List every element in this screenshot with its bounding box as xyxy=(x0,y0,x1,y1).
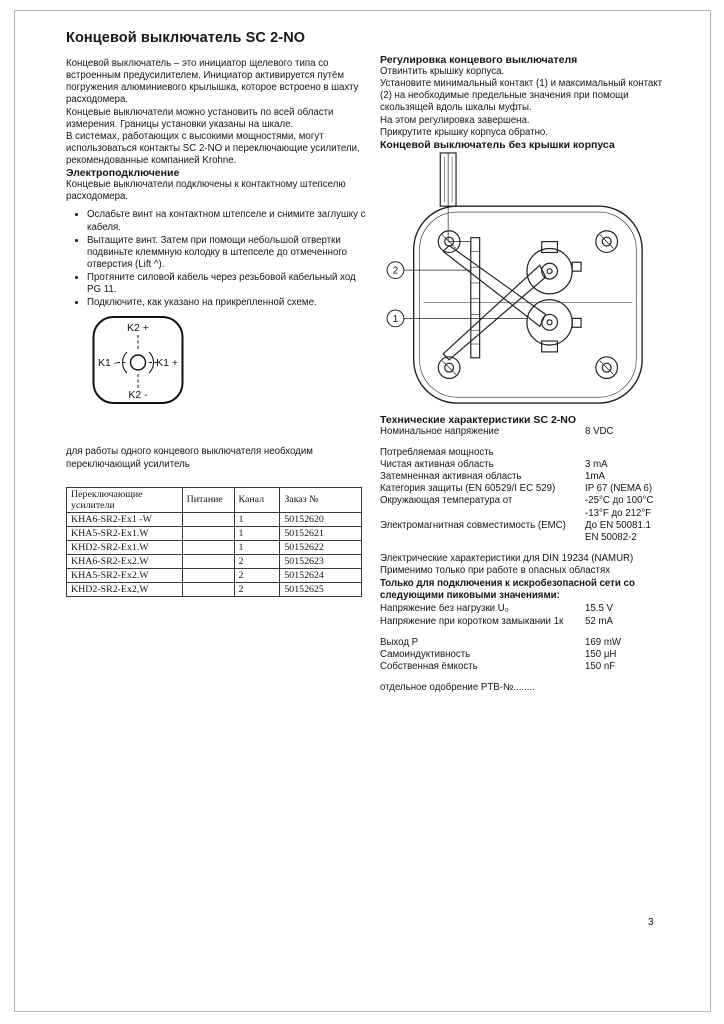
cell-power xyxy=(182,555,234,569)
spec-label: Электромагнитная совместимость (EMC) xyxy=(380,519,566,531)
spec-row xyxy=(380,508,667,520)
corner-bolts xyxy=(438,231,617,379)
adjust-step-4: Прикрутите крышку корпуса обратно. xyxy=(380,126,549,138)
table-row xyxy=(67,527,362,541)
cell-order: 50152623 xyxy=(280,555,362,569)
heading-switch-without-cover: Концевой выключатель без крышки корпуса xyxy=(380,138,615,151)
spec-label: Собственная ёмкость xyxy=(380,660,478,672)
spec-row xyxy=(380,495,667,507)
cell-model: KHD2-SR2-Ex2,W xyxy=(67,583,183,597)
spec-block-nominal xyxy=(380,426,667,438)
spec-label: Категория защиты (EN 60529/I ЕС 529) xyxy=(380,483,556,495)
limit-switch-technical-drawing xyxy=(384,151,660,409)
adjust-step-2: Установите минимальный контакт (1) и максимальный контакт (2) на необходимые предельные значения при помощи скользящей вдоль шкалы муфты. xyxy=(380,78,663,114)
col-header-channel: Канал xyxy=(234,487,280,513)
spec-value: IP 67 (NEMA 6) xyxy=(585,483,653,495)
page-title: Концевой выключатель SC 2-NO xyxy=(66,30,306,46)
cell-power xyxy=(182,583,234,597)
table-row xyxy=(67,569,362,583)
spec-row xyxy=(380,426,667,438)
spec-label: Затемненная активная область xyxy=(380,471,522,483)
adjust-step-1: Отвинтить крышку корпуса. xyxy=(380,66,505,77)
cell-channel: 1 xyxy=(234,513,280,527)
note-hazardous-areas: Применимо только при работе в опасных областях xyxy=(380,565,611,576)
spec-row xyxy=(380,447,667,459)
cell-power xyxy=(182,527,234,541)
table-row xyxy=(67,555,362,569)
connector-pinout-figure xyxy=(90,313,366,412)
spec-block-power-protection xyxy=(380,447,667,544)
spec-value: 150 μH xyxy=(585,648,617,660)
spec-label: Чистая активная область xyxy=(380,459,494,470)
heading-electrical-connection: Электроподключение xyxy=(66,167,180,180)
amplifier-note: для работы одного концевого выключателя необходим переключающий усилитель xyxy=(66,446,313,470)
adjustment-instructions xyxy=(380,66,667,139)
spec-row xyxy=(380,520,667,532)
ptb-approval-note: отдельное одобрение PTB-№........ xyxy=(380,682,535,693)
intro-paragraph-2: Концевые выключатели можно установить по всей области измерения. Границы установки указаны на шкале. xyxy=(66,106,334,130)
spec-value: 8 VDC xyxy=(585,425,614,437)
note-din-namur: Электрические характеристики для DIN 19234 (NAMUR) xyxy=(380,552,634,564)
heading-technical-specs: Технические характеристики SC 2-NO xyxy=(380,413,577,426)
spec-label: Потребляемая мощность xyxy=(380,446,494,458)
table-row xyxy=(67,513,362,527)
cell-model: KHA5-SR2-Ex2.W xyxy=(67,569,183,583)
connection-step-item: • Вытащите винт. Затем при помощи небольшой отвертки подвиньте клеммную колодку в штепселе до отмеченного отверстия (Lift ^). xyxy=(87,235,366,271)
cell-model: KHA5-SR2-Ex1.W xyxy=(67,527,183,541)
spec-row xyxy=(380,471,667,483)
cell-order: 50152621 xyxy=(280,527,362,541)
table-row xyxy=(67,583,362,597)
spec-label: Выход P xyxy=(380,636,419,648)
spec-row xyxy=(380,459,667,471)
electrical-connection-intro: Концевые выключатели подключены к контактному штепселю расходомера. xyxy=(66,179,346,203)
note-intrinsically-safe: Только для подключения к искробезопасной сети со следующими пиковыми значениями: xyxy=(380,578,635,602)
cell-order: 50152622 xyxy=(280,541,362,555)
spec-row xyxy=(380,649,667,661)
spec-row xyxy=(380,483,667,495)
connection-steps-list xyxy=(66,209,366,309)
col-header-order: Заказ № xyxy=(280,487,362,513)
cell-order: 50152625 xyxy=(280,583,362,597)
spec-value: 169 mW xyxy=(585,636,622,648)
cell-model: KHA6-SR2-Ex2.W xyxy=(67,555,183,569)
spec-value: До EN 50081.1 xyxy=(585,519,651,531)
cell-power xyxy=(182,569,234,583)
cell-channel: 1 xyxy=(234,527,280,541)
cell-model: KHA6-SR2-Ex1 -W xyxy=(67,513,183,527)
spec-value: 1mA xyxy=(585,471,605,483)
spec-value: 150 nF xyxy=(585,660,616,672)
intro-paragraph-3: В системах, работающих с высокими мощностями, могут использоваться контакты SC 2-NO и переключающие усилители, рекомендованные компанией Krohne. xyxy=(66,130,360,166)
shaft-stem xyxy=(440,153,456,206)
cell-power xyxy=(182,513,234,527)
spec-label: Самоиндуктивность xyxy=(380,648,471,660)
connector-pinout-diagram xyxy=(90,313,186,407)
cell-channel: 2 xyxy=(234,555,280,569)
page-number: 3 xyxy=(648,917,654,928)
col-header-amplifiers: Переключающие усилители xyxy=(67,487,183,513)
cell-channel: 2 xyxy=(234,569,280,583)
spec-label xyxy=(380,532,585,544)
spec-value: 15.5 V xyxy=(585,603,614,615)
spec-label: Напряжение при коротком замыкании 1к xyxy=(380,615,564,627)
cell-model: KHD2-SR2-Ex1.W xyxy=(67,541,183,555)
callout-2-label: 2 xyxy=(392,265,399,277)
spec-value: -13°F до 212°F xyxy=(585,507,652,519)
spec-value: -25°C до 100°C xyxy=(585,495,654,507)
cell-channel: 1 xyxy=(234,541,280,555)
limit-switch-figure xyxy=(384,151,667,414)
spec-value: 3 mA xyxy=(585,459,608,470)
connector-label-k1-plus: K1 + xyxy=(156,357,178,370)
spec-label: Напряжение без нагрузки U₀ xyxy=(380,603,509,615)
spec-row xyxy=(380,661,667,673)
adjust-step-3: На этом регулировка завершена. xyxy=(380,114,530,126)
cell-channel: 2 xyxy=(234,583,280,597)
callout-1-label: 1 xyxy=(392,313,399,325)
cell-order: 50152620 xyxy=(280,513,362,527)
table-row xyxy=(67,541,362,555)
cell-order: 50152624 xyxy=(280,569,362,583)
left-column xyxy=(66,30,366,597)
connection-step-item: • Подключите, как указано на прикрепленной схеме. xyxy=(87,297,366,309)
spec-row xyxy=(380,637,667,649)
spec-value: EN 50082-2 xyxy=(585,531,637,543)
connector-label-k2-minus: K2 - xyxy=(128,389,148,402)
spec-notes xyxy=(380,553,667,603)
connector-label-k2-plus: K2 + xyxy=(127,322,149,335)
spec-block-voltage xyxy=(380,603,667,627)
spec-row xyxy=(380,532,667,544)
connection-step-item: • Ослабьте винт на контактном штепселе и снимите заглушку с кабеля. xyxy=(87,209,366,233)
col-header-power: Питание xyxy=(182,487,234,513)
amplifier-order-table xyxy=(66,487,362,598)
spec-row xyxy=(380,603,667,615)
spec-value xyxy=(585,447,667,459)
intro-paragraph-1: Концевой выключатель – это инициатор щелевого типа со встроенным предусилителем. Инициатор активируется путём погружения алюминиевого крылышка, которое встроено в шахту расходомера. xyxy=(66,58,359,106)
spec-label xyxy=(380,508,585,520)
spec-value: 52 mA xyxy=(585,615,613,627)
heading-adjustment: Регулировка концевого выключателя xyxy=(380,54,578,66)
right-column xyxy=(380,54,667,694)
spec-label: Номинальное напряжение xyxy=(380,425,500,437)
spec-row xyxy=(380,616,667,628)
table-header-row xyxy=(67,487,362,513)
cell-power xyxy=(182,541,234,555)
connector-center-pin xyxy=(131,355,146,370)
spec-label: Окружающая температура от xyxy=(380,495,513,507)
connector-label-k1-minus: K1 - xyxy=(98,357,118,370)
spec-block-output xyxy=(380,637,667,673)
connection-step-item: • Протяните силовой кабель через резьбовой кабельный ход PG 11. xyxy=(87,272,366,296)
